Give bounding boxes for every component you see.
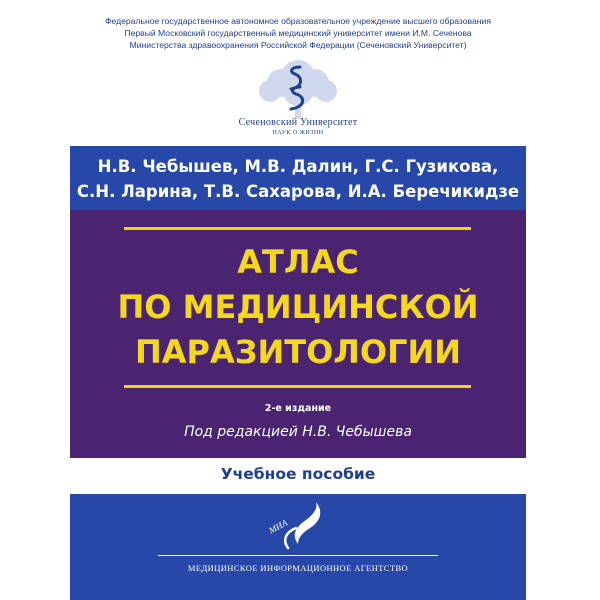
authors-line-2: С.Н. Ларина, Т.В. Сахарова, И.А. Беречикидзе — [76, 182, 520, 201]
institution-line-2: Первый Московский государственный медицинский университет имени И.М. Сеченова — [124, 28, 472, 38]
title-line-3: ПАРАЗИТОЛОГИИ — [134, 333, 462, 371]
edition-label: 2-е издание — [264, 403, 332, 414]
publisher-divider — [158, 555, 438, 556]
university-name: Сеченовский Университет — [238, 117, 358, 128]
title-line-1: АТЛАС — [237, 243, 359, 281]
book-cover — [70, 0, 526, 600]
title-line-2: ПО МЕДИЦИНСКОЙ — [117, 288, 479, 326]
document-type: Учебное пособие — [220, 465, 376, 483]
publisher-logo-icon — [258, 500, 338, 556]
top-yellow-divider — [124, 227, 471, 230]
editor-label: Под редакцией Н.В. Чебышева — [184, 424, 412, 440]
institution-line-3: Министерства здравоохранения Российской Федерации (Сеченовский Университет) — [129, 40, 467, 50]
bottom-yellow-divider — [124, 385, 471, 388]
university-motto: НАУК О ЖИЗНИ — [272, 130, 324, 136]
university-tree-logo — [248, 57, 348, 123]
institution-header — [70, 15, 526, 51]
authors — [70, 154, 526, 204]
publisher-logo-text: МИА — [267, 517, 290, 536]
book-title — [70, 240, 526, 375]
authors-line-1: Н.В. Чебышев, М.В. Далин, Г.С. Гузикова, — [97, 157, 499, 176]
publisher-name: МЕДИЦИНСКОЕ ИНФОРМАЦИОННОЕ АГЕНТСТВО — [187, 563, 409, 573]
institution-line-1: Федеральное государственное автономное образовательное учреждение высшего образования — [104, 16, 491, 26]
